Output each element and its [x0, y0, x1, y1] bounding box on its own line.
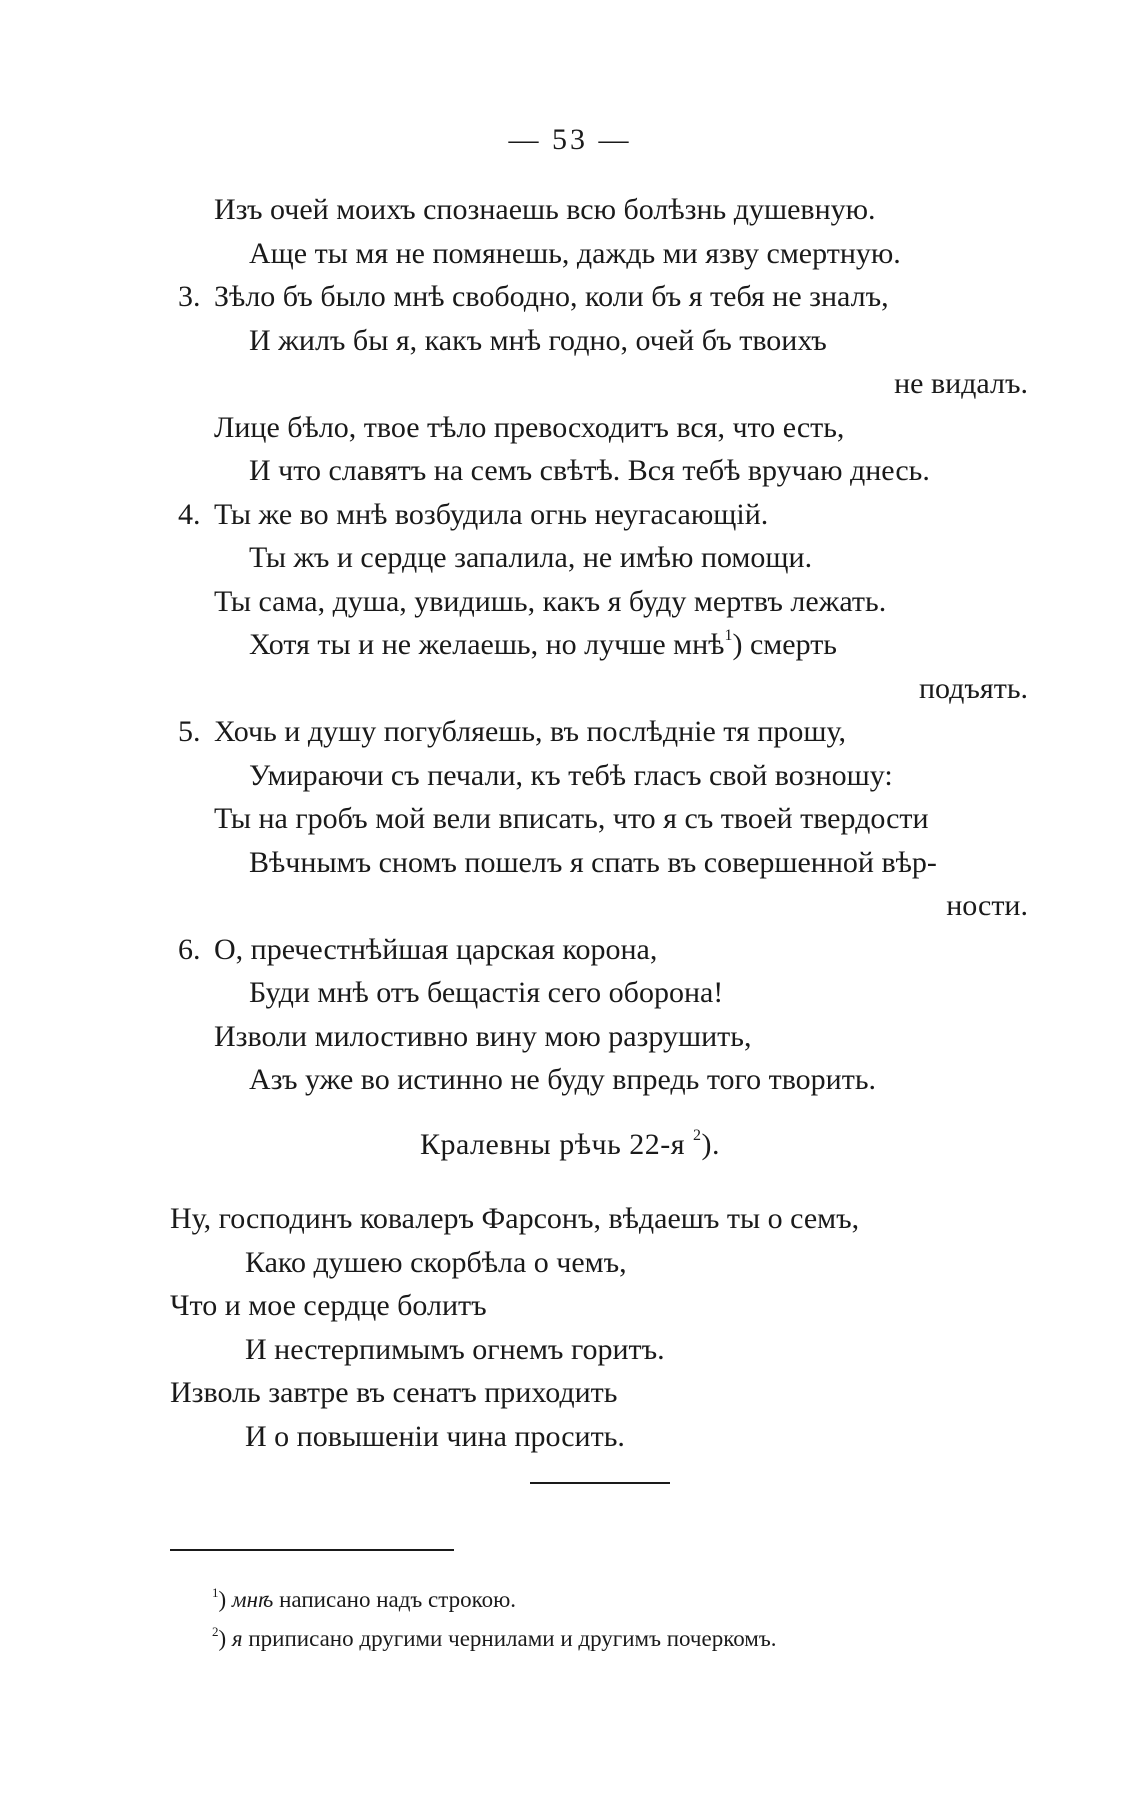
verse-line	[0, 754, 1140, 798]
footnote-paren: )	[218, 1626, 232, 1651]
verse-line	[0, 971, 1140, 1015]
verse-line	[0, 928, 1140, 972]
heading-text: Кралевны рѣчь 22-я	[419, 1128, 694, 1161]
footnote	[0, 1619, 1140, 1658]
speech-line: Изволь завтре въ сенатъ приходить	[170, 1376, 618, 1409]
verse-text: Ты же во мнѣ возбудила огнь неугасающій.	[214, 497, 769, 531]
verse-line	[0, 623, 1140, 667]
verse-line	[0, 275, 1140, 319]
verse-text: И жилъ бы я, какъ мнѣ годно, очей бъ твоихъ	[249, 323, 827, 357]
footnote-ref: 1	[724, 627, 733, 644]
verse-text: О, пречестнѣйшая царская корона,	[214, 932, 658, 966]
verse-text: подъять.	[918, 671, 1028, 705]
stanza-number: 4.	[178, 497, 201, 531]
footnote-text: приписано другими чернилами и другимъ почеркомъ.	[242, 1626, 777, 1651]
verse-text: И что славятъ на семъ свѣтѣ. Вся тебѣ вручаю днесь.	[249, 454, 930, 487]
footnote-rule	[170, 1549, 454, 1551]
end-rule	[530, 1482, 670, 1484]
verse-line	[0, 1058, 1140, 1102]
speech-block	[0, 1197, 1140, 1458]
verse-line	[0, 580, 1140, 624]
verse-line	[0, 188, 1140, 232]
verse-line	[0, 449, 1140, 493]
stanza-number: 5.	[178, 715, 201, 748]
speech-line: И нестерпимымъ огнемъ горитъ.	[245, 1332, 665, 1366]
verse-line	[0, 319, 1140, 363]
verse-text: Буди мнѣ отъ бещастія сего оборона!	[249, 976, 724, 1009]
verse-text-tail: ) смерть	[732, 628, 837, 661]
footnote	[0, 1580, 1140, 1619]
verse-line	[0, 841, 1140, 885]
speech-line: Ну, господинъ ковалеръ Фарсонъ, вѣдаешъ ты о семъ,	[170, 1202, 860, 1235]
verse-line	[0, 362, 1140, 406]
verse-line	[0, 667, 1140, 711]
verse-line	[0, 536, 1140, 580]
stanza-number: 3.	[178, 280, 201, 313]
verse-line	[0, 406, 1140, 450]
verse-line	[0, 493, 1140, 537]
verse-text: Лице бѣло, твое тѣло превосходитъ вся, что есть,	[214, 410, 845, 444]
footnote-ref: 2	[693, 1127, 702, 1144]
verse-block	[0, 188, 1140, 1102]
speech-line: Како душею скорбѣла о чемъ,	[245, 1245, 627, 1279]
verse-text: не видалъ.	[894, 367, 1028, 400]
verse-text: Азъ уже во истинно не буду впредь того творить.	[249, 1063, 877, 1096]
footnote-italic-word: я	[231, 1626, 243, 1651]
verse-line	[0, 797, 1140, 841]
speech-line: И о повышеніи чина просить.	[245, 1419, 625, 1453]
verse-text: Умираючи съ печали, къ тебѣ гласъ свой возношу:	[249, 758, 893, 792]
verse-text: Ты на гробъ мой вели вписать, что я съ твоей твердости	[214, 802, 929, 835]
verse-text: Вѣчнымъ сномъ пошелъ я спать въ совершенной вѣр-	[249, 845, 937, 879]
verse-text: Зѣло бъ было мнѣ свободно, коли бъ я тебя не зналъ,	[214, 280, 889, 313]
verse-text: Изъ очей моихъ спознаешь всю болѣзнь душевную.	[214, 193, 876, 226]
verse-line	[0, 232, 1140, 276]
stanza-number: 6.	[178, 932, 201, 966]
footnote-mark: 1	[212, 1585, 219, 1600]
verse-text: Аще ты мя не помянешь, даждь ми язву смертную.	[249, 236, 901, 270]
footnote-text: написано надъ строкою.	[273, 1587, 517, 1612]
verse-line	[0, 884, 1140, 928]
footnotes	[0, 1580, 1140, 1658]
section-heading	[0, 1128, 1140, 1162]
verse-text: ности.	[946, 889, 1028, 922]
speech-line: Что и мое сердце болитъ	[170, 1289, 487, 1322]
footnote-paren: )	[218, 1587, 232, 1612]
heading-tail: ).	[701, 1128, 721, 1161]
verse-line	[0, 1015, 1140, 1059]
verse-text: Изволи милостивно вину мою разрушить,	[214, 1019, 752, 1053]
verse-text: Хочь и душу погубляешь, въ послѣдніе тя прошу,	[214, 715, 846, 748]
footnote-mark: 2	[212, 1624, 219, 1639]
verse-text: Ты жъ и сердце запалила, не имѣю помощи.	[249, 541, 813, 574]
page-number: — 53 —	[508, 123, 632, 156]
verse-line	[0, 710, 1140, 754]
verse-text: Хотя ты и не желаешь, но лучше мнѣ	[249, 628, 725, 661]
footnote-italic-word: мнѣ	[231, 1587, 274, 1612]
verse-text: Ты сама, душа, увидишь, какъ я буду мертвъ лежать.	[214, 584, 887, 618]
